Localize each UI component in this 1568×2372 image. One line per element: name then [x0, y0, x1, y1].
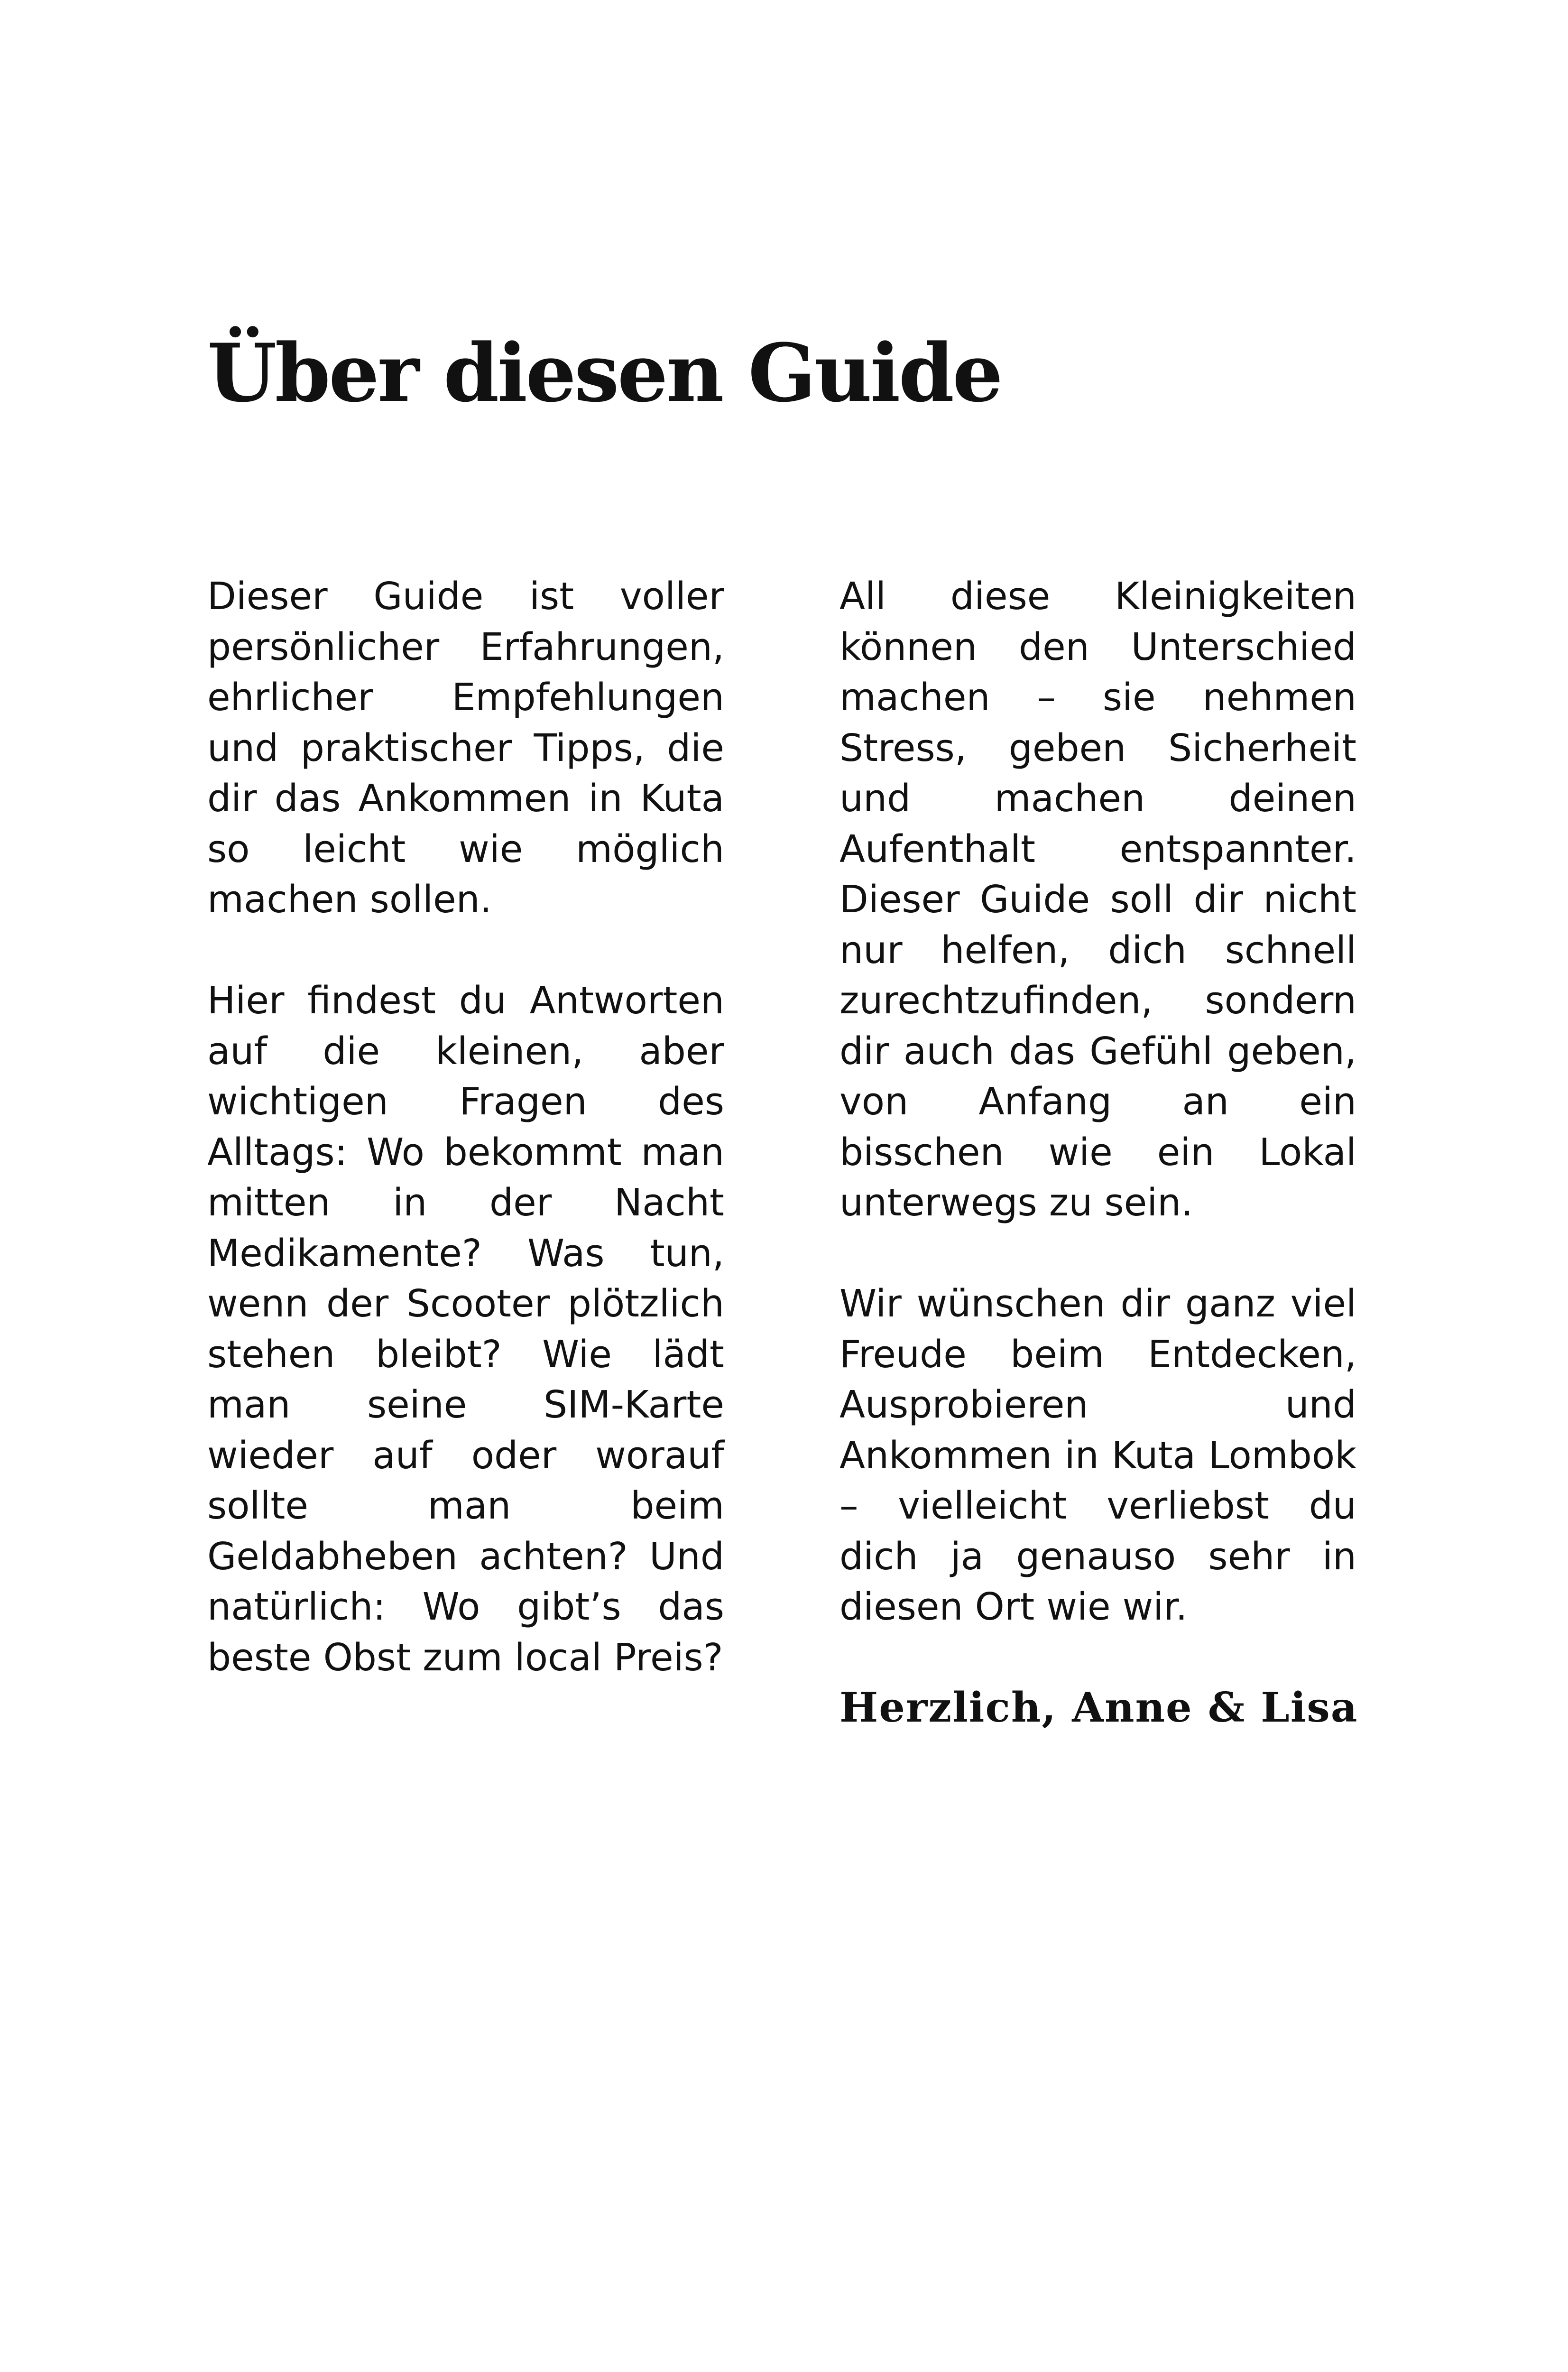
page-title: Über diesen Guide: [207, 326, 1001, 420]
left-column: [207, 571, 724, 1733]
intro-paragraph: Dieser Guide ist voller persönlicher Erfahrungen, ehrlicher Empfehlungen und praktischer Tipps, die dir das Ankommen in Kuta so leicht wie möglich machen sollen.: [207, 574, 724, 921]
questions-paragraph: Hier findest du Antworten auf die kleinen, aber wichtigen Fragen des Alltags: Wo bekommt man mitten in der Nacht Medikamente? Was tun, wenn der Scooter plötzlich stehen bleibt? Wie lädt man seine SIM-Karte wieder auf oder worauf sollte man beim Geldabheben achten? Und natürlich: Wo gibt’s das beste Obst zum local Preis?: [207, 979, 724, 1679]
wishes-paragraph: Wir wünschen dir ganz viel Freude beim Entdecken, Ausprobieren und Ankommen in Kuta Lombok – vielleicht verliebst du dich ja genauso sehr in diesen Ort wie wir.: [839, 1282, 1356, 1629]
purpose-paragraph: All diese Kleinigkeiten können den Unterschied machen – sie nehmen Stress, geben Sicherheit und machen deinen Aufenthalt entspannter. Dieser Guide soll dir nicht nur helfen, dich schnell zurechtzufinden, sondern dir auch das Gefühl geben, von Anfang an ein bisschen wie ein Lokal unterwegs zu sein.: [839, 574, 1356, 1224]
right-column: [839, 571, 1356, 1733]
signature: Herzlich, Anne & Lisa: [839, 1684, 1358, 1732]
